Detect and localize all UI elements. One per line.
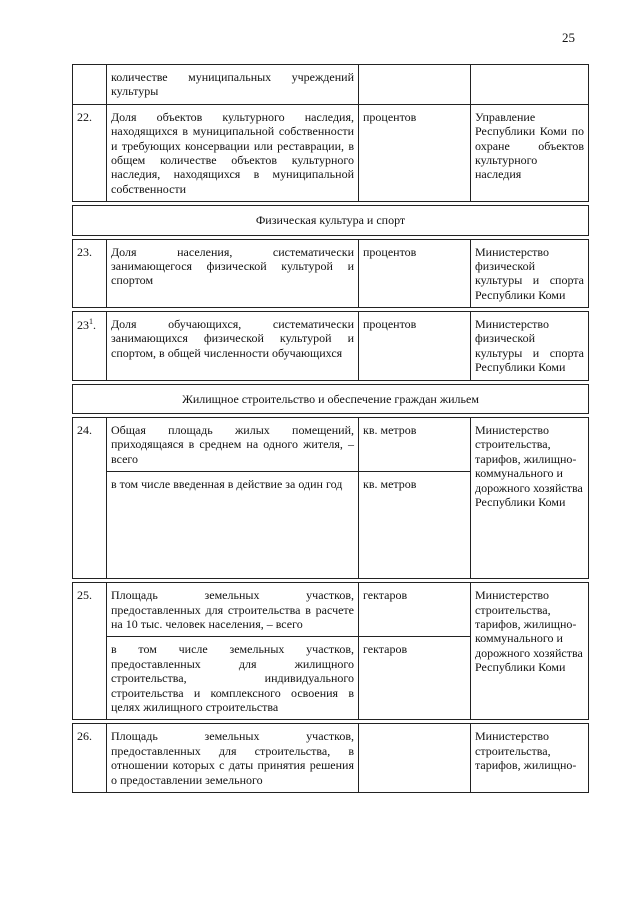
row-number [73,65,107,105]
row-description: Общая площадь жилых помещений, приходящаяся в среднем на одного жителя, – всего [107,418,359,472]
row-unit: процентов [359,104,471,201]
section-title: Жилищное строительство и обеспечение граждан жильем [73,384,589,413]
row-unit [359,724,471,793]
table-row [73,104,589,201]
table-row [73,724,589,793]
row-sub-unit: гектаров [359,637,471,720]
table-row [73,418,589,472]
row-description: Площадь земельных участков, предоставленных для строительства, в отношении которых с даты принятия решения о предоставлении земельного [107,724,359,793]
section-title: Физическая культура и спорт [73,206,589,235]
row-sub-description: в том числе земельных участков, предоставленных для жилищного строительства, индивидуального строительства и комплексного освоения в целях жилищного строительства [107,637,359,720]
row-number: 22. [73,104,107,201]
row-organization: Министерство строительства, тарифов, жилищно-коммунального и дорожного хозяйства Республики Коми [471,583,589,720]
row-description: Доля населения, систематически занимающегося физической культурой и спортом [107,239,359,308]
row-organization: Министерство физической культуры и спорта Республики Коми [471,239,589,308]
row-unit: процентов [359,239,471,308]
row-organization [471,65,589,105]
row-number-superscript: 1 [89,317,93,327]
row-number: 26. [73,724,107,793]
row-number [73,312,107,381]
row-description: Доля обучающихся, систематически занимающихся физической культурой и спортом, в общей численности обучающихся [107,312,359,381]
row-unit: процентов [359,312,471,381]
row-description: Доля объектов культурного наследия, находящихся в муниципальной собственности и требующих консервации или реставрации, в общем количестве объектов культурного наследия, находящихся в муниципальной собственности [107,104,359,201]
indicators-table [72,64,589,793]
table-row [73,312,589,381]
section-header [73,384,589,413]
row-number: 25. [73,583,107,720]
table-row [73,239,589,308]
section-header [73,206,589,235]
row-organization: Управление Республики Коми по охране объектов культурного наследия [471,104,589,201]
row-number-dot: . [93,318,96,333]
row-sub-description: в том числе введенная в действие за один год [107,472,359,579]
row-unit: гектаров [359,583,471,637]
row-organization: Министерство строительства, тарифов, жилищно- [471,724,589,793]
row-unit: кв. метров [359,418,471,472]
row-organization: Министерство физической культуры и спорта Республики Коми [471,312,589,381]
row-description: количестве муниципальных учреждений культуры [107,65,359,105]
row-unit [359,65,471,105]
table-row [73,583,589,637]
row-sub-unit: кв. метров [359,472,471,579]
row-number-main: 23 [77,318,89,333]
page-number: 25 [562,30,575,45]
row-description: Площадь земельных участков, предоставленных для строительства в расчете на 10 тыс. человек населения, – всего [107,583,359,637]
row-number: 24. [73,418,107,579]
row-organization: Министерство строительства, тарифов, жилищно-коммунального и дорожного хозяйства Республики Коми [471,418,589,579]
table-row [73,65,589,105]
row-number: 23. [73,239,107,308]
